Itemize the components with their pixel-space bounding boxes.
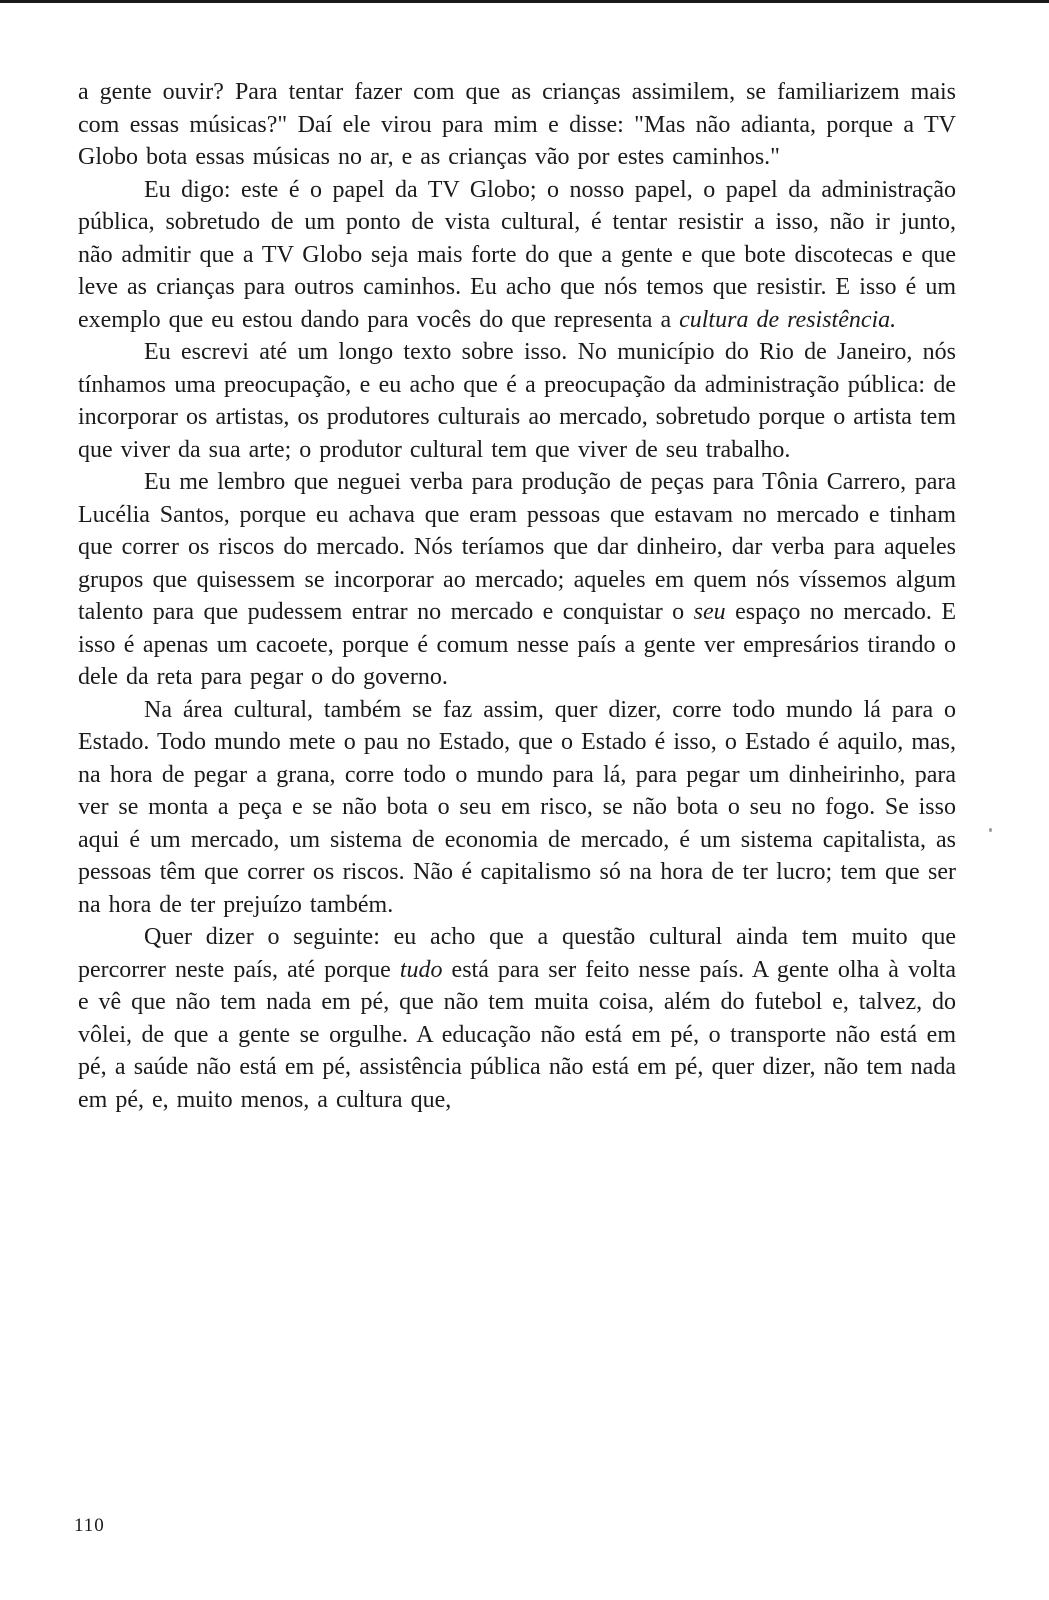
paragraph-6-italic-word: tudo: [399, 956, 443, 983]
paragraph-2-italic-phrase: cultura de resistência.: [679, 306, 897, 333]
paragraph-1: [78, 76, 956, 174]
paragraph-4-text-b: espaço no mercado. E isso é apenas um cacoete, porque é comum nesse país a gente ver empresários tirando o dele da reta para pegar o do governo.: [78, 599, 957, 690]
paragraph-2-text: Eu digo: este é o papel da TV Globo; o nosso papel, o papel da administração pública, sobretudo de um ponto de vista cultural, é tentar resistir a isso, não ir junto, não admitir que a TV Globo seja mais forte do que a gente e que bote discotecas e que leve as crianças para outros caminhos. Eu acho que nós temos que resistir. E isso é um exemplo que eu estou dando para vocês do que representa a: [78, 176, 956, 333]
paragraph-4-text-a: Eu me lembro que neguei verba para produção de peças para Tônia Carrero, para Lucélia Santos, porque eu achava que eram pessoas que estavam no mercado e tinham que correr os riscos do mercado. Nós teríamos que dar dinheiro, dar verba para aqueles grupos que quisessem se incorporar ao mercado; aqueles em quem nós víssemos algum talento para que pudessem entrar no mercado e conquistar o: [78, 469, 956, 625]
scan-speck: [989, 828, 992, 832]
page-number: 110: [74, 1515, 105, 1536]
paragraph-6: [78, 921, 956, 1116]
paragraph-5: [78, 694, 956, 922]
paragraph-4: [78, 466, 956, 694]
paragraph-3-text: Eu escrevi até um longo texto sobre isso. No município do Rio de Janeiro, nós tínhamos uma preocupação, e eu acho que é a preocupação da administração pública: de incorporar os artistas, os produtores culturais ao mercado, sobretudo porque o artista tem que viver da sua arte; o produtor cultural tem que viver de seu trabalho.: [78, 339, 956, 463]
paragraph-5-text: Na área cultural, também se faz assim, quer dizer, corre todo mundo lá para o Estado. Todo mundo mete o pau no Estado, que o Estado é isso, o Estado é aquilo, mas, na hora de pegar a grana, corre todo o mundo para lá, para pegar um dinheirinho, para ver se monta a peça e se não bota o seu em risco, se não bota o seu no fogo. Se isso aqui é um mercado, um sistema de economia de mercado, é um sistema capitalista, as pessoas têm que correr os riscos. Não é capitalismo só na hora de ter lucro; tem que ser na hora de ter prejuízo também.: [78, 696, 956, 918]
page-body: [78, 76, 956, 1116]
paragraph-3: [78, 336, 956, 466]
paragraph-1-text: a gente ouvir? Para tentar fazer com que as crianças assimilem, se familiarizem mais com essas músicas?" Daí ele virou para mim e disse: "Mas não adianta, porque a TV Globo bota essas músicas no ar, e as crianças vão por estes caminhos.": [78, 79, 956, 170]
paragraph-6-text-b: está para ser feito nesse país. A gente olha à volta e vê que não tem nada em pé, que não tem muita coisa, além do futebol e, talvez, do vôlei, de que a gente se orgulhe. A educação não está em pé, o transporte não está em pé, a saúde não está em pé, assistência pública não está em pé, quer dizer, não tem nada em pé, e, muito menos, a cultura que,: [78, 956, 957, 1113]
paragraph-2: [78, 174, 956, 337]
scan-top-edge: [0, 0, 1049, 3]
paragraph-4-italic-word: seu: [693, 599, 726, 625]
paragraph-6-text-a: Quer dizer o seguinte: eu acho que a questão cultural ainda tem muito que percorrer neste país, até porque: [78, 924, 956, 983]
